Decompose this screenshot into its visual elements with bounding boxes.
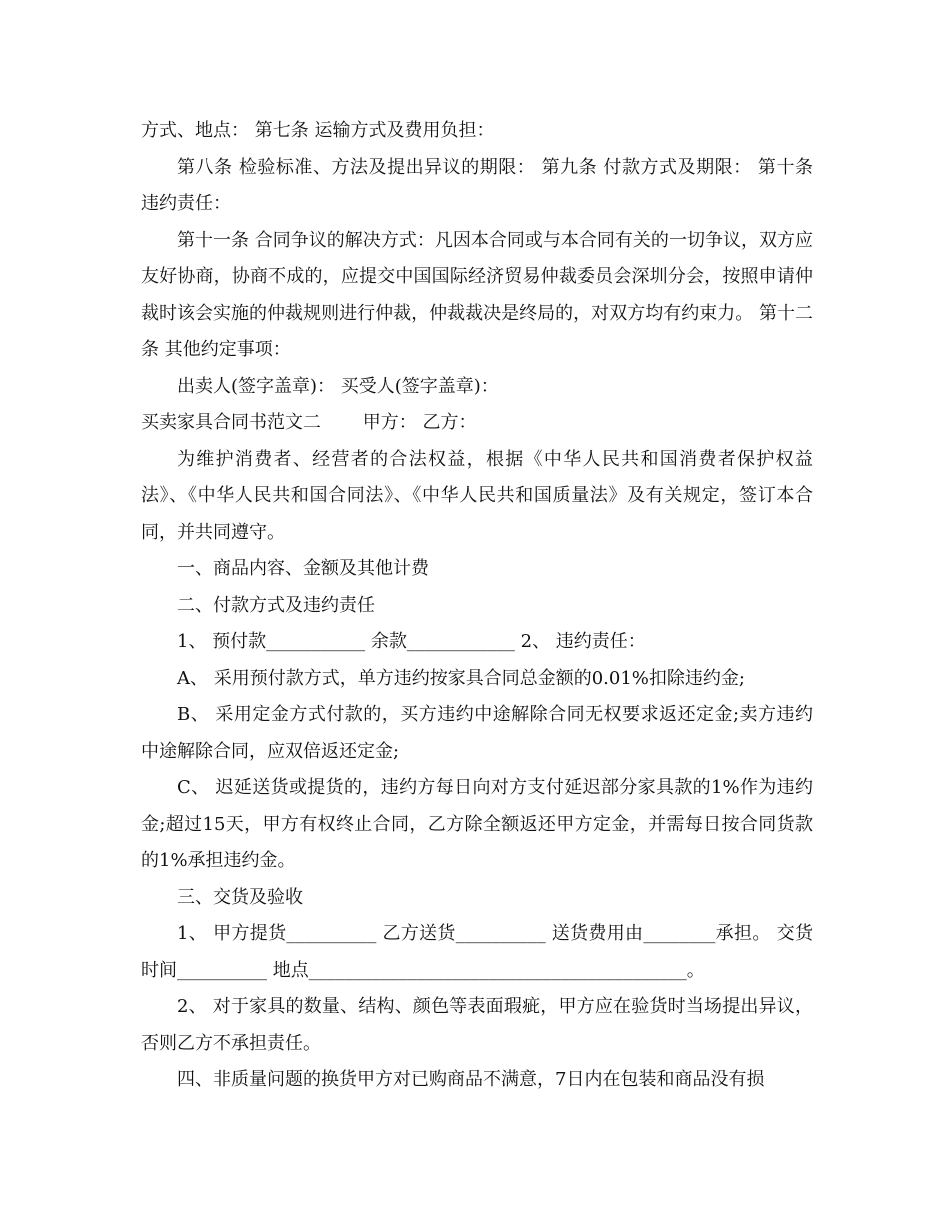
paragraph-clause-a: A、 采用预付款方式，单方违约按家具合同总金额的0.01%扣除违约金; [177, 667, 745, 689]
paragraph-clause-c: C、 迟延送货或提货的，违约方每日向对方支付延迟部分家具款的1%作为违约金;超过15天，甲方有权终止合同，乙方除全额返还甲方定金，并需每日按合同货款的1%承担违约金。 [141, 777, 813, 871]
paragraph-surface-defects: 2、 对于家具的数量、结构、颜色等表面瑕疵，甲方应在验货时当场提出异议，否则乙方不承担责任。 [141, 996, 813, 1054]
section-heading-goods: 一、商品内容、金额及其他计费 [177, 558, 429, 579]
section-heading-delivery: 三、交货及验收 [177, 886, 303, 908]
paragraph-dispute-resolution: 第十一条 合同争议的解决方式：凡因本合同或与本合同有关的一切争议，双方应友好协商，协商不成的，应提交中国国际经济贸易仲裁委员会深圳分会，按照申请仲裁时该会实施的仲裁规则进行仲裁，仲裁裁决是终局的，对双方均有约束力。 第十二条 其他约定事项： [141, 229, 813, 360]
section-heading-payment: 二、付款方式及违约责任 [177, 594, 375, 616]
paragraph-prepayment-blanks: 1、 预付款___________ 余款____________ 2、 违约责任： [177, 631, 646, 652]
paragraph-signatures: 出卖人(签字盖章)： 买受人(签字盖章)： [177, 375, 499, 397]
paragraph-clause-b: B、 采用定金方式付款的，买方违约中途解除合同无权要求返还定金;卖方违约中途解除合同，应双倍返还定金; [141, 704, 813, 762]
paragraph-exchange: 四、非质量问题的换货甲方对已购商品不满意，7日内在包装和商品没有损 [177, 1069, 765, 1090]
document-body [141, 113, 813, 1099]
paragraph-delivery-location: 方式、地点： 第七条 运输方式及费用负担： [141, 120, 495, 141]
paragraph-contract-title-two: 买卖家具合同书范文二 甲方： 乙方： [141, 412, 477, 433]
paragraph-inspection-payment: 第八条 检验标准、方法及提出异议的期限： 第九条 付款方式及期限： 第十条 违约责任： [141, 156, 813, 214]
paragraph-preamble: 为维护消费者、经营者的合法权益，根据《中华人民共和国消费者保护权益法》、《中华人民共和国合同法》、《中华人民共和国质量法》及有关规定，签订本合同，并共同遵守。 [141, 448, 813, 543]
paragraph-delivery-blanks: 1、 甲方提货__________ 乙方送货__________ 送货费用由________承担。 交货时间__________ 地点__________________________________________。 [141, 923, 813, 981]
